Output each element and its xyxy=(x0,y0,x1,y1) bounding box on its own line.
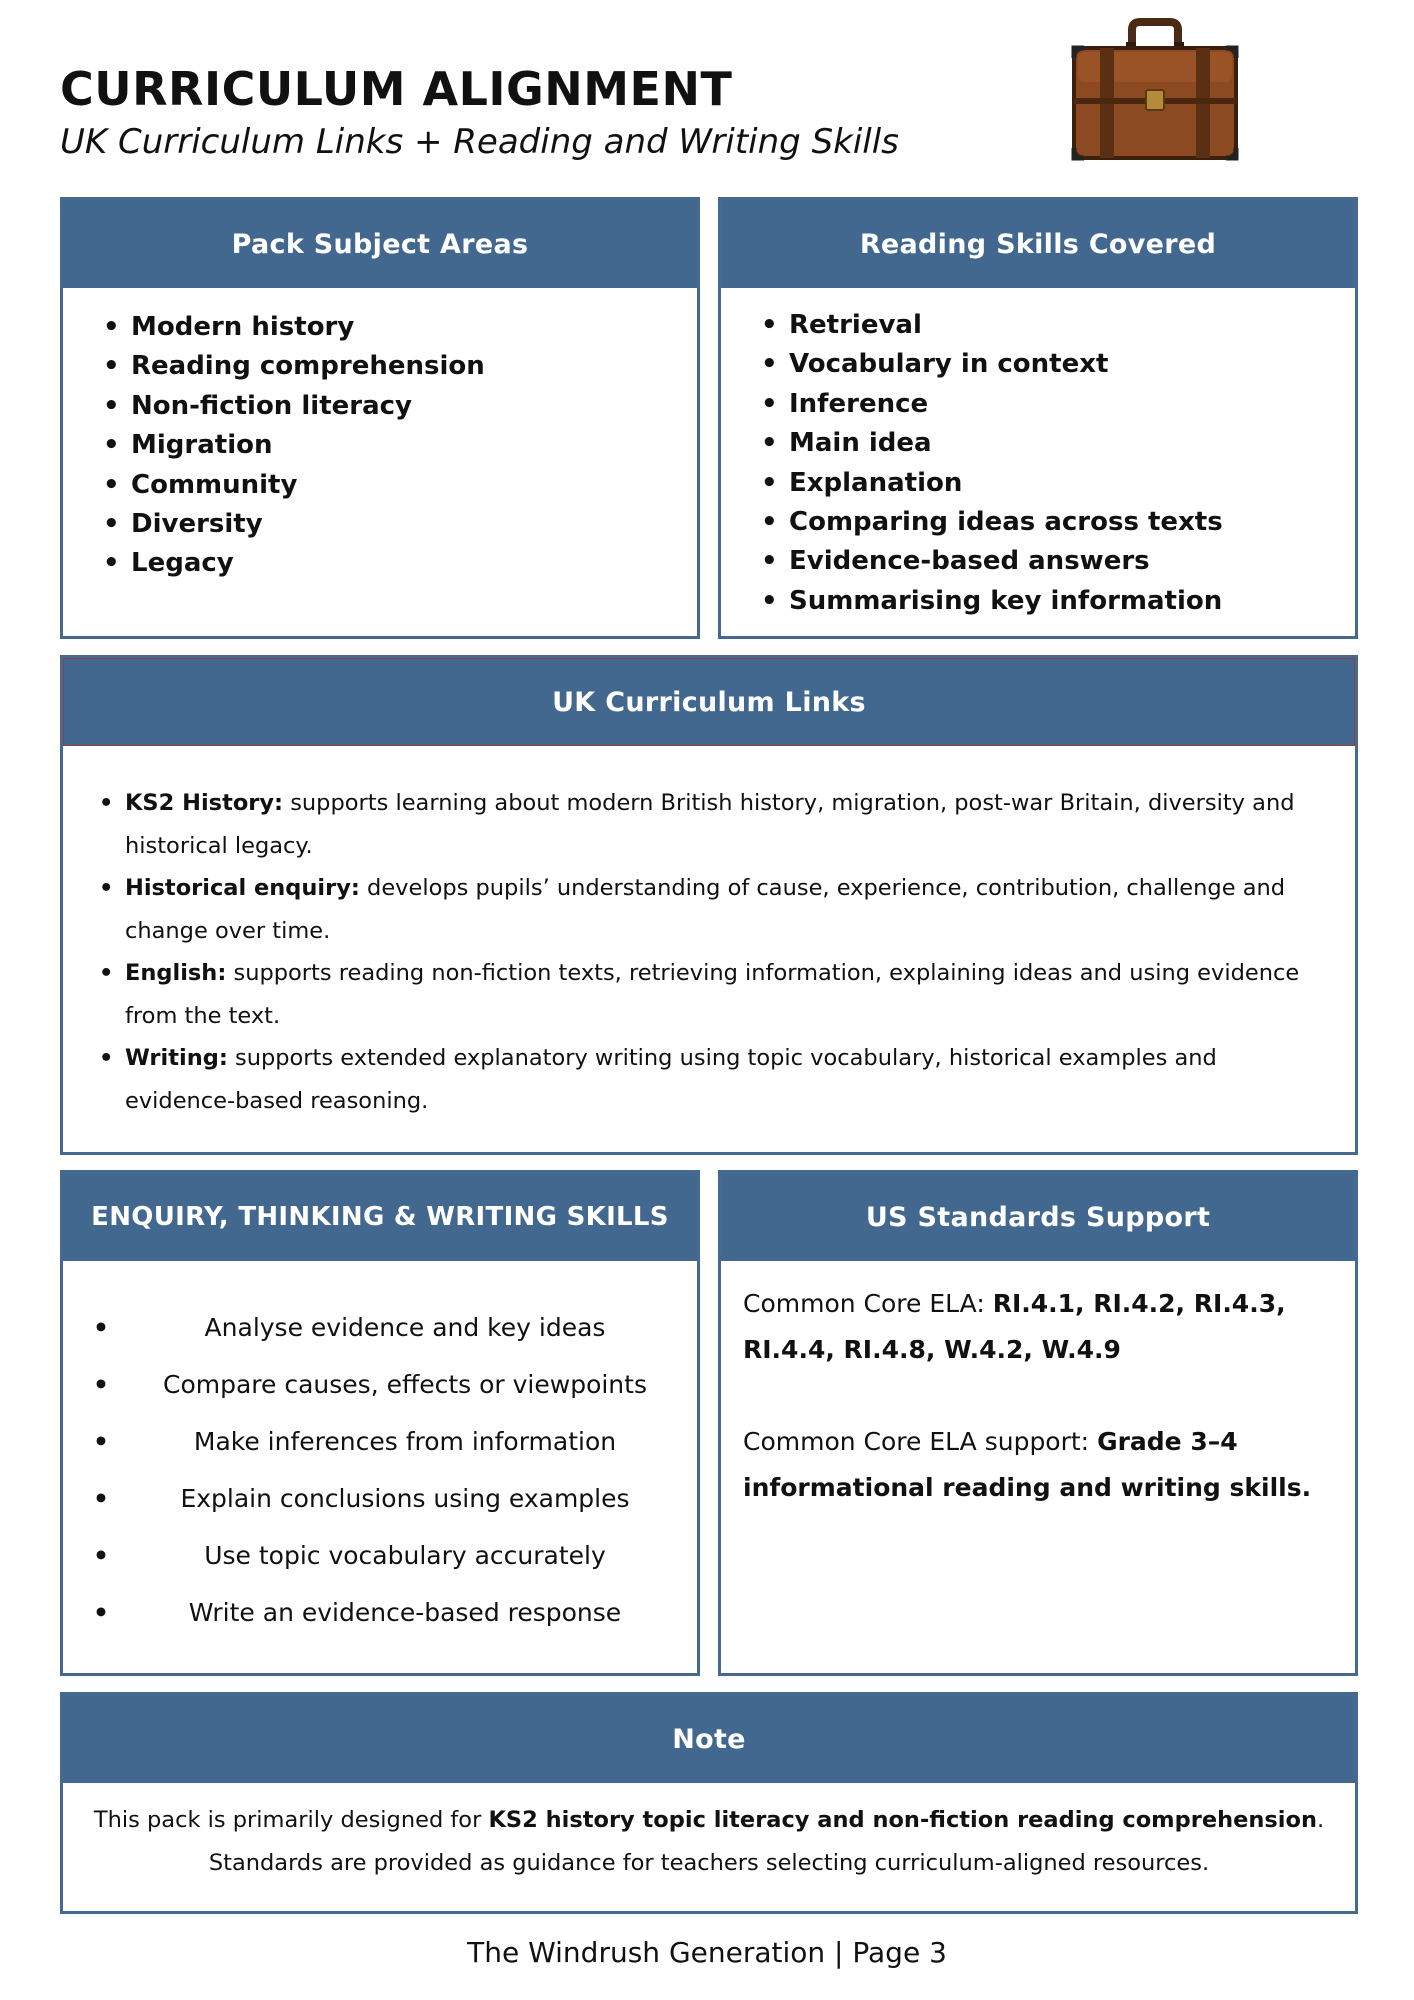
list-item: • Modern history xyxy=(103,308,697,347)
list-item: • Compare causes, effects or viewpoints xyxy=(93,1356,677,1413)
line-bold: Grade 3–4 informational reading and writing skills. xyxy=(743,1427,1312,1502)
subject-areas-heading: Pack Subject Areas xyxy=(63,200,697,288)
line-suffix: . xyxy=(1316,1807,1325,1833)
item-label: KS2 History: xyxy=(125,790,284,816)
suitcase-icon xyxy=(1060,18,1250,168)
list-item: • Write an evidence-based response xyxy=(93,1584,677,1641)
list-item: • Explanation xyxy=(761,464,1355,503)
list-item: • Comparing ideas across texts xyxy=(761,503,1355,542)
item-text: develops pupils’ understanding of cause, experience, contribution, challenge and change over time. xyxy=(125,875,1286,944)
line-prefix: Common Core ELA support: xyxy=(743,1427,1098,1456)
list-item: • Make inferences from information xyxy=(93,1413,677,1470)
reading-skills-panel xyxy=(718,197,1358,639)
subject-areas-panel xyxy=(60,197,700,639)
subject-areas-list xyxy=(63,288,697,584)
us-standards-line-1 xyxy=(743,1281,1335,1373)
enquiry-skills-panel xyxy=(60,1170,700,1676)
reading-skills-list xyxy=(721,288,1355,621)
us-standards-heading: US Standards Support xyxy=(721,1173,1355,1261)
list-item: • Use topic vocabulary accurately xyxy=(93,1527,677,1584)
enquiry-skills-list xyxy=(63,1261,697,1641)
uk-curriculum-list xyxy=(63,746,1355,1122)
list-item: • Non-fiction literacy xyxy=(103,387,697,426)
list-item xyxy=(99,952,1325,1037)
item-label: Historical enquiry: xyxy=(125,875,360,901)
item-text: supports learning about modern British history, migration, post-war Britain, diversity and historical legacy. xyxy=(125,790,1295,859)
item-label: Writing: xyxy=(125,1045,228,1071)
uk-curriculum-panel xyxy=(60,655,1358,1155)
list-item: • Migration xyxy=(103,426,697,465)
list-item xyxy=(99,1037,1325,1122)
line-prefix: This pack is primarily designed for xyxy=(93,1807,489,1833)
note-panel xyxy=(60,1692,1358,1914)
list-item xyxy=(99,782,1325,867)
note-line-1 xyxy=(83,1799,1335,1842)
us-standards-body xyxy=(721,1261,1355,1511)
list-item: • Summarising key information xyxy=(761,582,1355,621)
list-item: • Explain conclusions using examples xyxy=(93,1470,677,1527)
item-text: supports reading non-fiction texts, retrieving information, explaining ideas and using evidence from the text. xyxy=(125,960,1300,1029)
note-line-2: Standards are provided as guidance for teachers selecting curriculum-aligned resources. xyxy=(208,1850,1210,1876)
list-item: • Inference xyxy=(761,385,1355,424)
reading-skills-heading: Reading Skills Covered xyxy=(721,200,1355,288)
list-item: • Evidence-based answers xyxy=(761,542,1355,581)
item-text: supports extended explanatory writing using topic vocabulary, historical examples and evidence-based reasoning. xyxy=(125,1045,1217,1114)
uk-curriculum-heading: UK Curriculum Links xyxy=(63,658,1355,746)
list-item xyxy=(99,867,1325,952)
list-item: • Legacy xyxy=(103,544,697,583)
us-standards-line-2 xyxy=(743,1419,1335,1511)
item-label: English: xyxy=(125,960,227,986)
page-footer: The Windrush Generation | Page 3 xyxy=(467,1936,947,1969)
list-item: • Community xyxy=(103,466,697,505)
list-item: • Retrieval xyxy=(761,306,1355,345)
page-title: CURRICULUM ALIGNMENT xyxy=(60,62,733,116)
list-item: • Analyse evidence and key ideas xyxy=(93,1299,677,1356)
line-bold: KS2 history topic literacy and non-fiction reading comprehension xyxy=(488,1807,1317,1833)
page-subtitle: UK Curriculum Links + Reading and Writing Skills xyxy=(60,122,899,162)
note-body xyxy=(63,1783,1355,1885)
line-bold: RI.4.1, RI.4.2, RI.4.3, RI.4.4, RI.4.8, W.4.2, W.4.9 xyxy=(743,1289,1286,1364)
line-prefix: Common Core ELA: xyxy=(743,1289,993,1318)
us-standards-panel xyxy=(718,1170,1358,1676)
list-item: • Vocabulary in context xyxy=(761,345,1355,384)
note-heading: Note xyxy=(63,1695,1355,1783)
list-item: • Reading comprehension xyxy=(103,347,697,386)
list-item: • Diversity xyxy=(103,505,697,544)
list-item: • Main idea xyxy=(761,424,1355,463)
enquiry-skills-heading: ENQUIRY, THINKING & WRITING SKILLS xyxy=(63,1173,697,1261)
